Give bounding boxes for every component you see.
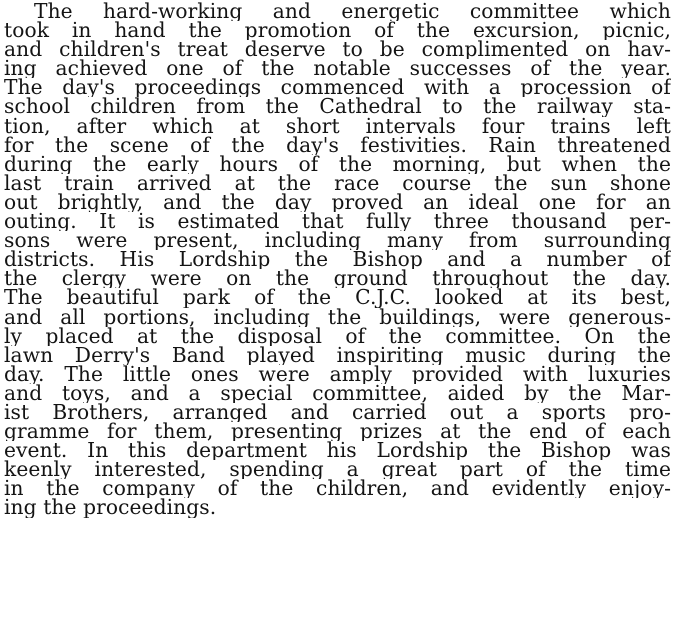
article-line: The hard-working and energetic committee which (34, 2, 671, 22)
article-line: and all portions, including the buildings, were generous- (4, 307, 671, 327)
article-line: event. In this department his Lordship the Bishop was (4, 441, 671, 461)
article-line: tion, after which at short intervals four trains left (4, 116, 671, 136)
article-line: keenly interested, spending a great part of the time (4, 460, 671, 480)
article-line: The beautiful park of the C.J.C. looked at its best, (4, 288, 671, 308)
article-line: ing the proceedings. (4, 498, 217, 518)
article-line: last train arrived at the race course the sun shone (4, 173, 671, 193)
article-line: ist Brothers, arranged and carried out a sports pro- (4, 402, 671, 423)
article-line: school children from the Cathedral to the railway sta- (4, 97, 671, 117)
article-line: ly placed at the disposal of the committee. On the (4, 326, 671, 346)
article-line: in the company of the children, and evidently enjoy- (4, 479, 671, 499)
article-line: and toys, and a special committee, aided by the Mar- (4, 383, 671, 403)
article-line: day. The little ones were amply provided with luxuries (4, 364, 671, 384)
article-line: and children's treat deserve to be complimented on hav- (4, 40, 671, 60)
article-line: during the early hours of the morning, but when the (4, 154, 671, 174)
article-line: districts. His Lordship the Bishop and a number of (4, 250, 671, 270)
article-body (4, 2, 671, 518)
article-line: gramme for them, presenting prizes at the end of each (4, 422, 671, 442)
article-line: the clergy were on the ground throughout the day. (4, 269, 671, 289)
article-line: lawn Derry's Band played inspiriting music during the (4, 345, 671, 365)
article-line: ing achieved one of the notable successes of the year. (4, 59, 671, 79)
article-line: outing. It is estimated that fully three thousand per- (4, 212, 671, 232)
article-line: for the scene of the day's festivities. Rain threatened (4, 135, 671, 155)
article-line: sons were present, including many from surrounding (4, 231, 671, 251)
article-line: took in hand the promotion of the excursion, picnic, (4, 21, 671, 41)
article-line: out brightly, and the day proved an ideal one for an (4, 192, 671, 213)
article-line: The day's proceedings commenced with a procession of (4, 78, 671, 98)
